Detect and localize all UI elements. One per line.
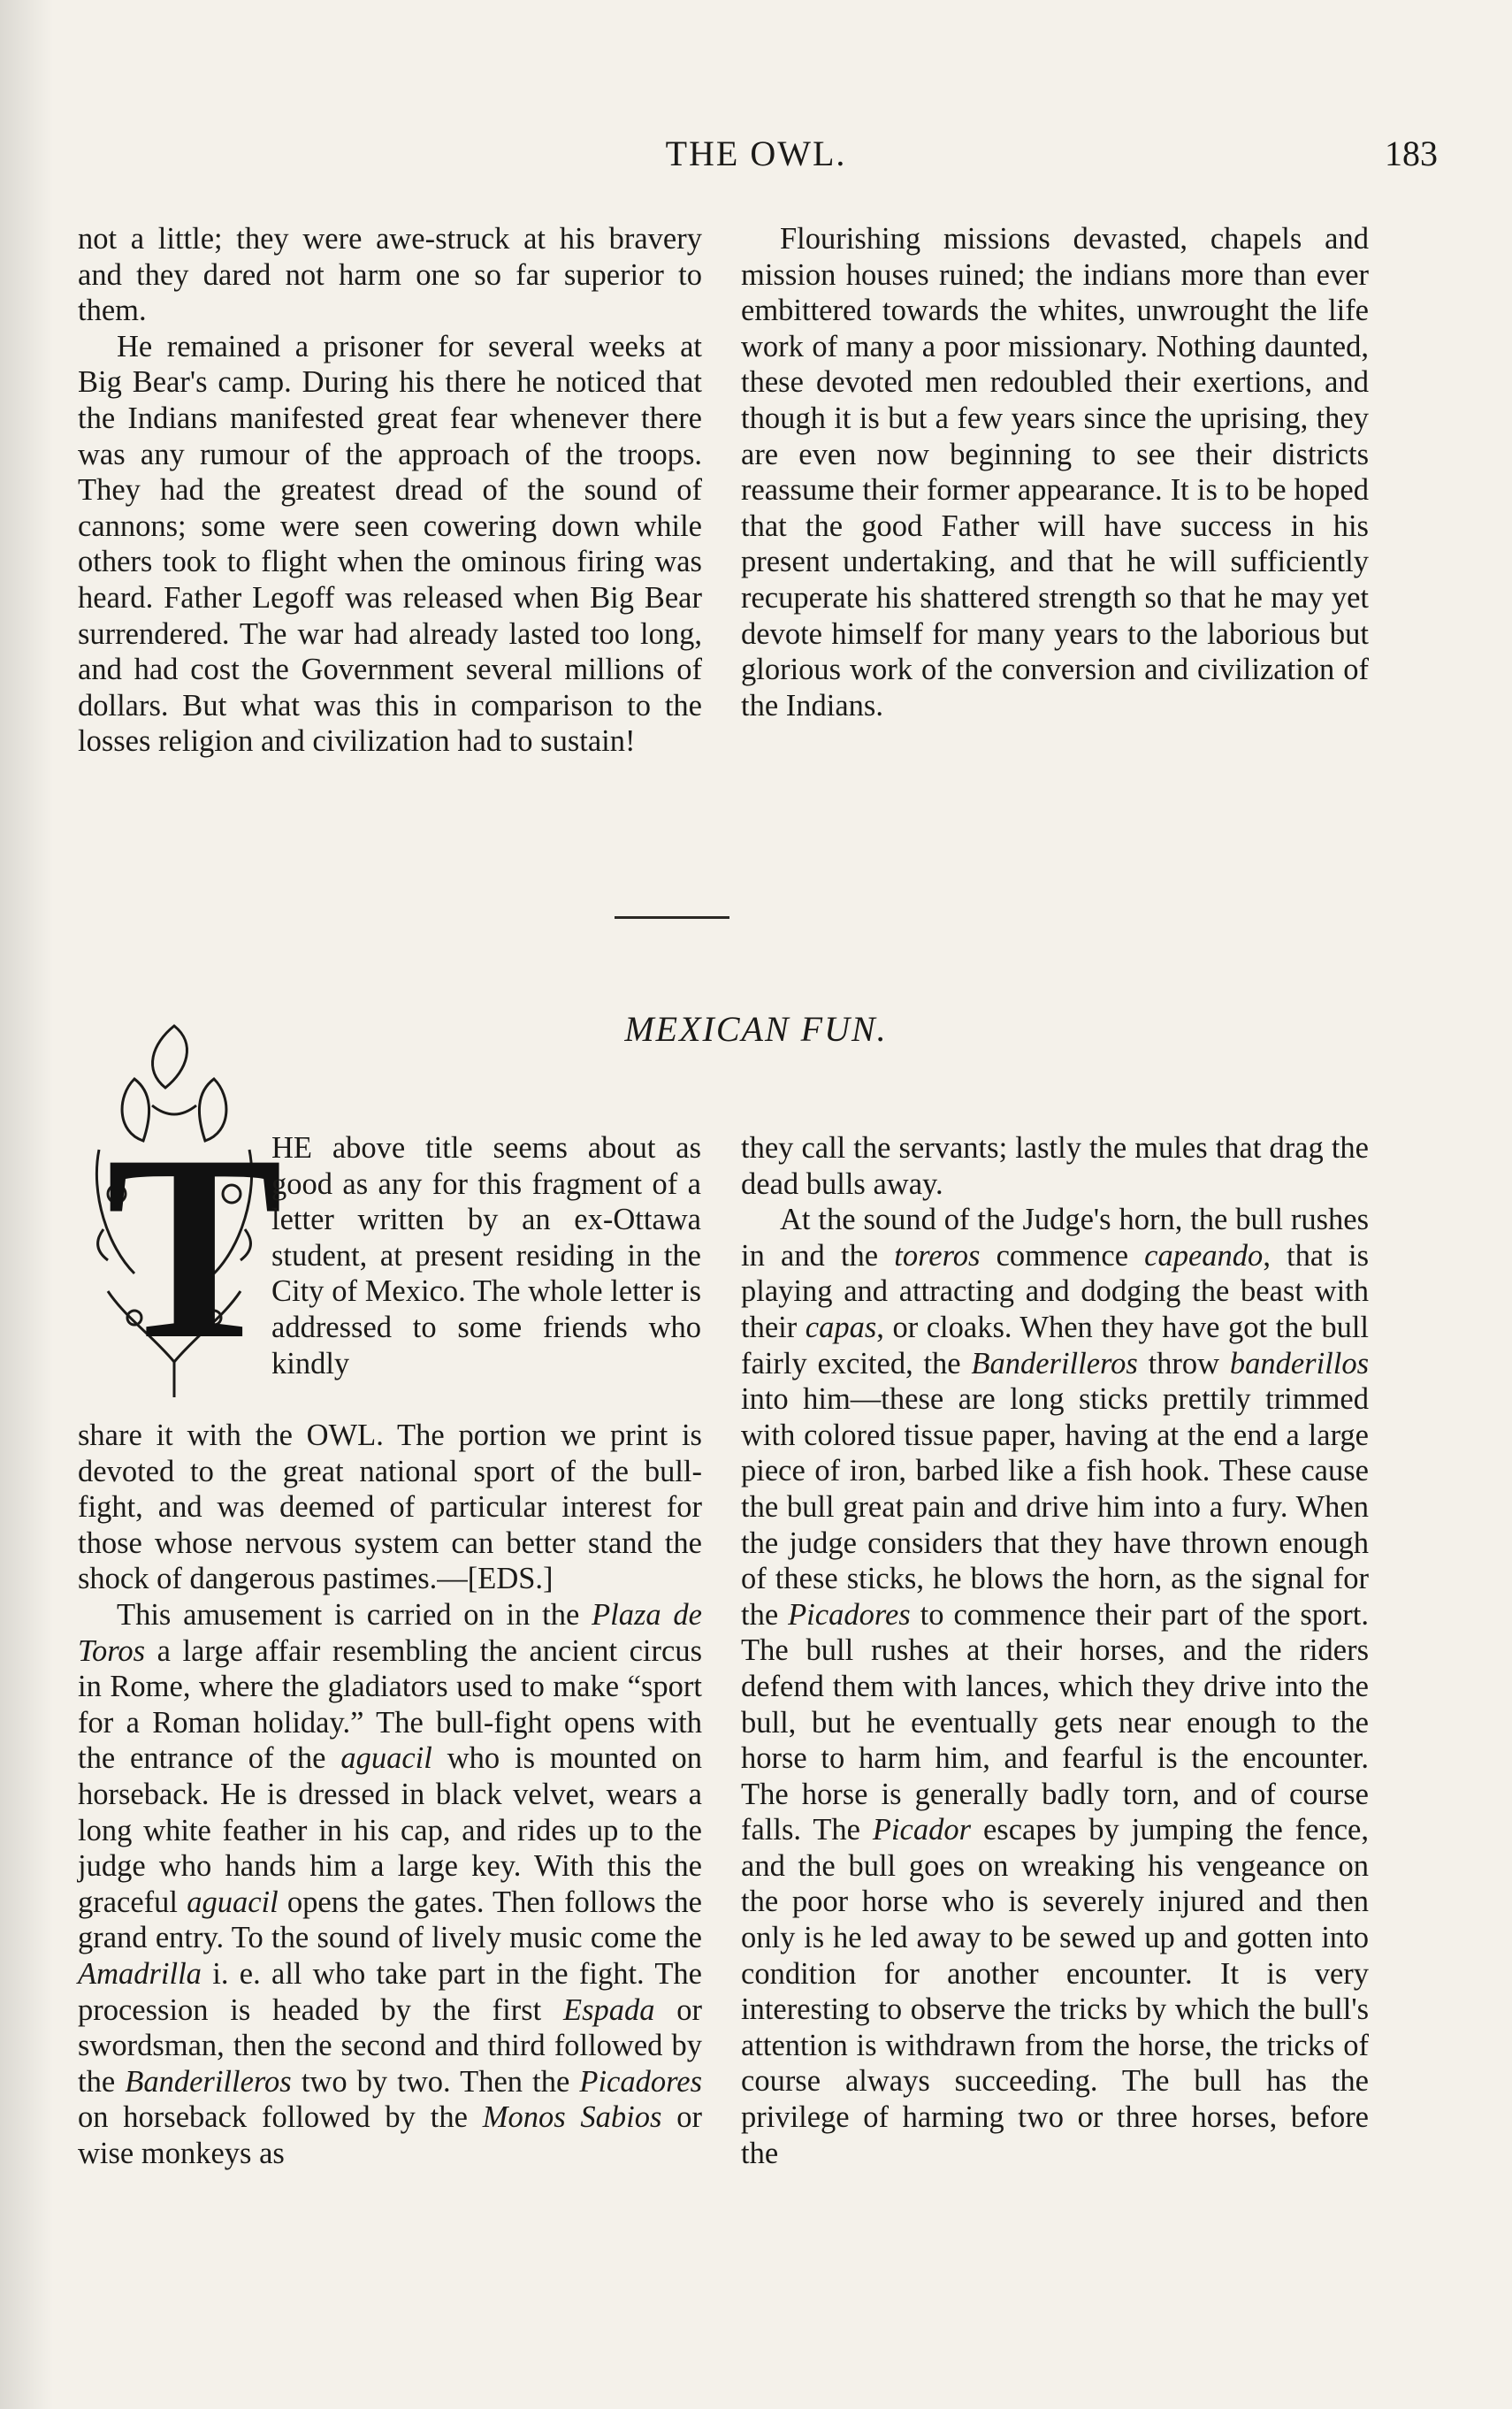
intro-beside-dropcap	[271, 1130, 701, 1381]
section-divider	[615, 916, 729, 919]
dropcap-letter: T	[106, 1100, 284, 1394]
paragraph: At the sound of the Judge's horn, the bull rushes in and the toreros commence capeando, that is playing and attracting and dodging the beast with their capas, or cloaks. When they have got the bull fairly excited, the Banderilleros throw banderillos into him—these are long sticks prettily trimmed with colored tissue paper, having at the end a large piece of iron, barbed like a fish hook. These cause the bull great pain and drive him into a fury. When the judge considers that they have thrown enough of these sticks, he blows the horn, as the signal for the Picadores to commence their part of the sport. The bull rushes at their horses, and the riders defend them with lances, which they drive into the bull, but he eventually gets near enough to the horse to harm him, and fearful is the encounter. The horse is generally badly torn, and of course falls. The Picador escapes by jumping the fence, and the bull goes on wreaking his vengeance on the poor horse who is severely injured and then only is he led away to be sewed up and gotten into condition for another encounter. It is very interesting to observe the tricks by which the bull's attention is withdrawn from the horse, the tricks of course always succeeding. The bull has the privilege of harming two or three horses, before the	[741, 1203, 1370, 2170]
page-number: 183	[1385, 134, 1438, 173]
paragraph: not a little; they were awe-struck at his bravery and they dared not harm one so far superior to them.	[78, 222, 702, 328]
article-title: MEXICAN FUN.	[624, 1009, 888, 1049]
page-edge-shadow	[0, 0, 53, 2409]
bottom-left-column	[78, 1418, 702, 2171]
paragraph: they call the servants; lastly the mules that drag the dead bulls away.	[741, 1131, 1369, 1201]
top-right-column	[741, 221, 1369, 723]
running-header	[74, 133, 1438, 186]
paragraph: He remained a prisoner for several weeks at Big Bear's camp. During his there he noticed that the Indians manifested great fear whenever there was any rumour of the approach of the troops. They had the greatest dread of the sound of cannons; some were seen cowering down while others took to flight when the ominous firing was heard. Father Legoff was released when Big Bear surrendered. The war had already lasted too long, and had cost the Government several millions of dollars. But what was this in comparison to the losses religion and civilization had to sustain!	[78, 329, 702, 759]
top-left-column	[78, 221, 702, 760]
paragraph: HE above title seems about as good as any for this fragment of a letter written by an ex-Ottawa student, at present residing in the City of Mexico. The whole letter is addressed to some friends who kindly	[271, 1131, 701, 1380]
paragraph: Flourishing missions devasted, chapels and mission houses ruined; the indians more than ever embittered towards the whites, unwrought the life work of many a poor missionary. Nothing daunted, these devoted men redoubled their exertions, and though it is but a few years since the uprising, they are even now beginning to see their districts reassume their former appearance. It is to be hoped that the good Father will have success in his present undertaking, and that he will sufficiently recuperate his shattered strength so that he may yet devote himself for many years to the laborious but glorious work of the conversion and civilization of the Indians.	[741, 222, 1369, 723]
ornamental-dropcap	[81, 1017, 284, 1406]
paragraph: share it with the OWL. The portion we print is devoted to the great national sport of the bull-fight, and was deemed of particular interest for those whose nervous system can better stand the shock of dangerous pastimes.—[EDS.]	[78, 1419, 702, 1596]
bottom-right-column	[741, 1130, 1369, 2171]
paragraph: This amusement is carried on in the Plaza de Toros a large affair resembling the ancient circus in Rome, where the gladiators used to make “sport for a Roman holiday.” The bull-fight opens with the entrance of the aguacil who is mounted on horseback. He is dressed in black velvet, wears a long white feather in his cap, and rides up to the judge who hands him a large key. With this the graceful aguacil opens the gates. Then follows the grand entry. To the sound of lively music come the Amadrilla i. e. all who take part in the fight. The procession is headed by the first Espada or swordsman, then the second and third followed by the Banderilleros two by two. Then the Picadores on horseback followed by the Monos Sabios or wise monkeys as	[78, 1597, 703, 2170]
running-title: THE OWL.	[665, 134, 847, 173]
